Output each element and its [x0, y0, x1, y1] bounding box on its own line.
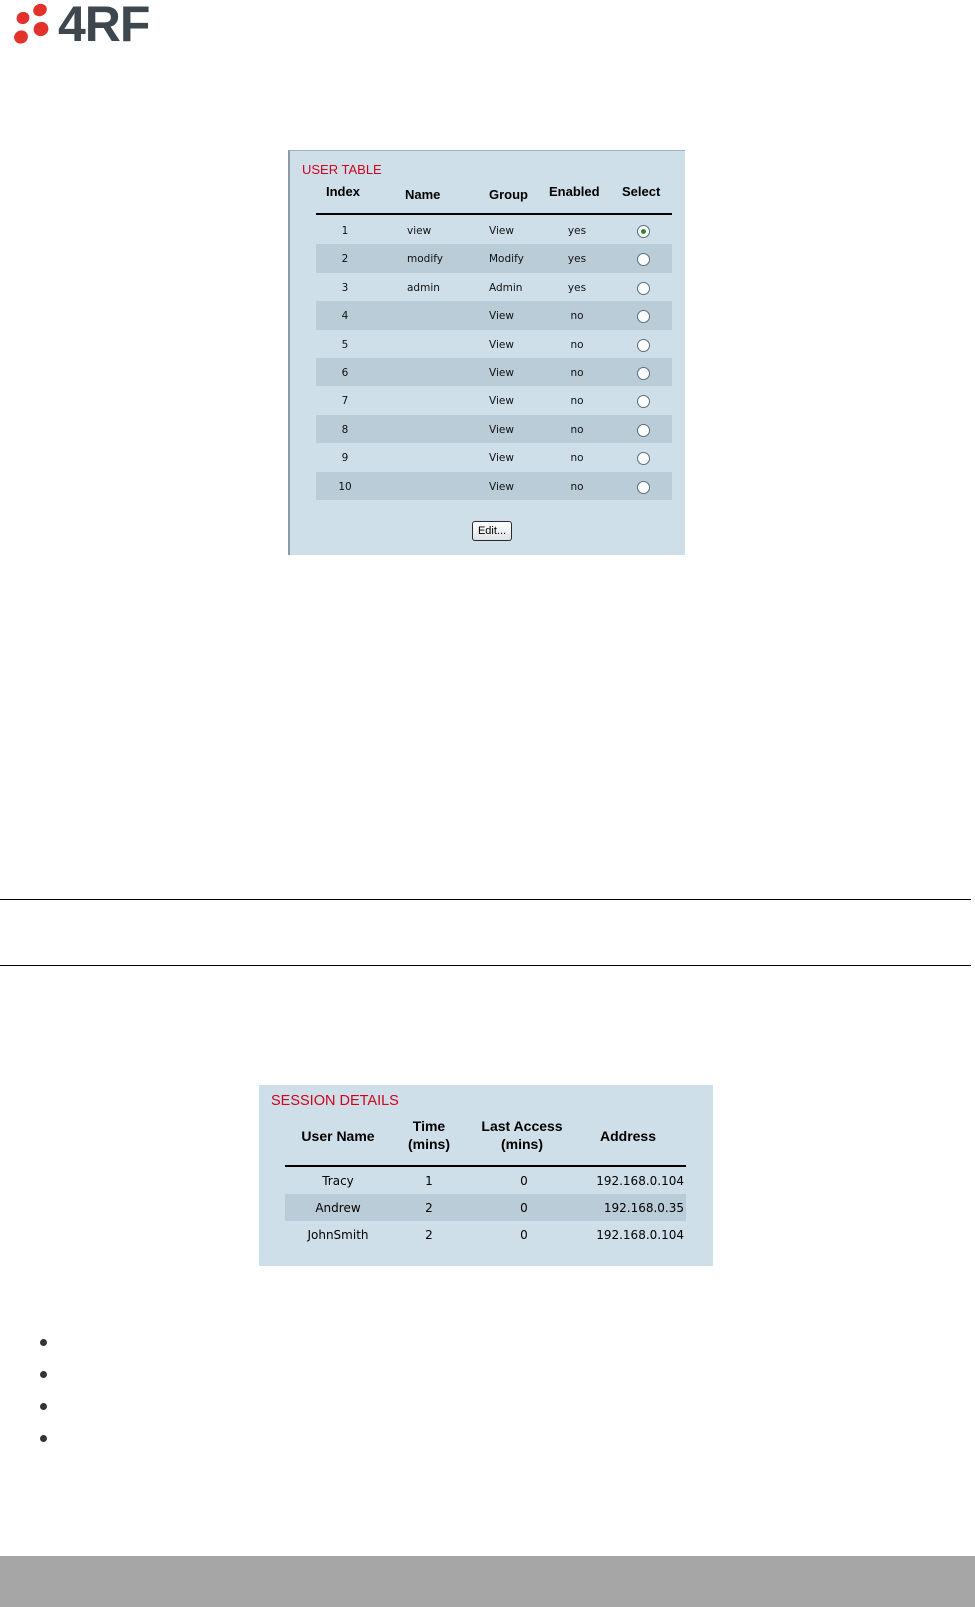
row-enabled: yes: [567, 281, 587, 294]
session-address: 192.168.0.35: [603, 1201, 684, 1215]
row-name: admin: [407, 281, 440, 294]
bullet-dot: [40, 1371, 47, 1378]
session-user: Tracy: [322, 1174, 354, 1188]
edit-button[interactable]: Edit...: [472, 521, 512, 541]
session-user: JohnSmith: [307, 1228, 369, 1242]
divider-top: [0, 899, 971, 900]
row-enabled: yes: [567, 253, 587, 266]
session-time: 2: [425, 1228, 433, 1242]
header-divider: [316, 213, 672, 215]
row-group: Admin: [489, 281, 523, 294]
logo-dots-icon: [10, 2, 54, 46]
table-row: [316, 216, 672, 244]
session-last-access: 0: [520, 1174, 528, 1188]
row-group: View: [489, 338, 514, 351]
row-index: 5: [341, 338, 349, 351]
row-name: view: [407, 225, 432, 237]
table-row: [316, 415, 672, 443]
row-group: View: [489, 423, 514, 436]
col-last-access: [469, 1117, 575, 1153]
session-address: 192.168.0.104: [596, 1228, 684, 1242]
table-row: [285, 1221, 686, 1248]
table-row: [316, 244, 672, 272]
table-row: [285, 1167, 686, 1194]
table-row: [316, 472, 672, 500]
row-index: 2: [341, 253, 349, 266]
select-radio[interactable]: [637, 367, 650, 380]
user-table-title: USER TABLE: [302, 162, 382, 177]
row-index: 1: [341, 225, 349, 237]
row-group: View: [489, 452, 514, 465]
select-radio[interactable]: [637, 253, 650, 266]
brand-logo: [10, 0, 150, 52]
row-index: 8: [341, 423, 349, 436]
row-index: 7: [341, 395, 349, 408]
select-radio[interactable]: [637, 282, 650, 295]
row-enabled: no: [570, 480, 584, 493]
col-time-line2: (mins): [408, 1136, 450, 1152]
col-enabled: Enabled: [549, 184, 600, 199]
session-user: Andrew: [315, 1201, 361, 1215]
select-radio[interactable]: [637, 225, 650, 238]
table-row: [316, 330, 672, 358]
row-index: 6: [341, 366, 349, 379]
row-enabled: no: [570, 395, 584, 408]
row-index: 10: [338, 480, 352, 493]
table-row: [316, 443, 672, 471]
session-time: 2: [425, 1201, 433, 1215]
bullet-dot: [40, 1403, 47, 1410]
user-table-panel: [288, 150, 685, 555]
select-radio[interactable]: [637, 481, 650, 494]
col-last-line2: (mins): [501, 1136, 543, 1152]
session-time: 1: [425, 1174, 433, 1188]
select-radio[interactable]: [637, 310, 650, 323]
row-group: View: [489, 395, 514, 408]
session-last-access: 0: [520, 1228, 528, 1242]
row-group: View: [489, 366, 514, 379]
table-row: [316, 358, 672, 386]
col-last-line1: Last Access: [481, 1118, 563, 1134]
footer-bar: [0, 1556, 975, 1607]
row-enabled: no: [570, 366, 584, 379]
col-time-line1: Time: [412, 1118, 446, 1134]
row-group: View: [489, 225, 514, 237]
row-group: View: [489, 480, 514, 493]
col-index: Index: [326, 184, 360, 199]
row-enabled: no: [570, 423, 584, 436]
select-radio[interactable]: [637, 452, 650, 465]
select-radio[interactable]: [637, 395, 650, 408]
row-enabled: no: [570, 452, 584, 465]
session-details-panel: [259, 1085, 713, 1266]
user-table-header: [316, 184, 672, 208]
col-select: Select: [622, 184, 661, 199]
row-enabled: no: [570, 310, 584, 323]
row-name: modify: [407, 253, 443, 266]
divider-bottom: [0, 965, 971, 966]
row-enabled: no: [570, 338, 584, 351]
row-index: 9: [341, 452, 349, 465]
col-group: Group: [489, 187, 528, 202]
col-time: [401, 1117, 457, 1153]
bullet-dot: [40, 1435, 47, 1442]
table-row: [316, 273, 672, 301]
row-index: 3: [341, 281, 349, 294]
table-row: [285, 1194, 686, 1221]
table-row: [316, 386, 672, 414]
row-group: View: [489, 310, 514, 323]
select-radio[interactable]: [637, 424, 650, 437]
session-address: 192.168.0.104: [596, 1174, 684, 1188]
session-last-access: 0: [520, 1201, 528, 1215]
user-table-rows: [316, 216, 672, 500]
session-details-title: SESSION DETAILS: [271, 1093, 399, 1109]
table-row: [316, 301, 672, 329]
session-table-rows: [285, 1167, 686, 1248]
row-index: 4: [341, 310, 349, 323]
row-enabled: yes: [567, 225, 587, 237]
select-radio[interactable]: [637, 339, 650, 352]
col-address: Address: [599, 1128, 657, 1144]
logo-text: 4RF: [58, 0, 150, 52]
row-group: Modify: [489, 253, 524, 266]
col-user-name: User Name: [301, 1128, 375, 1144]
bullet-dot: [40, 1339, 47, 1346]
col-name: Name: [405, 187, 441, 202]
